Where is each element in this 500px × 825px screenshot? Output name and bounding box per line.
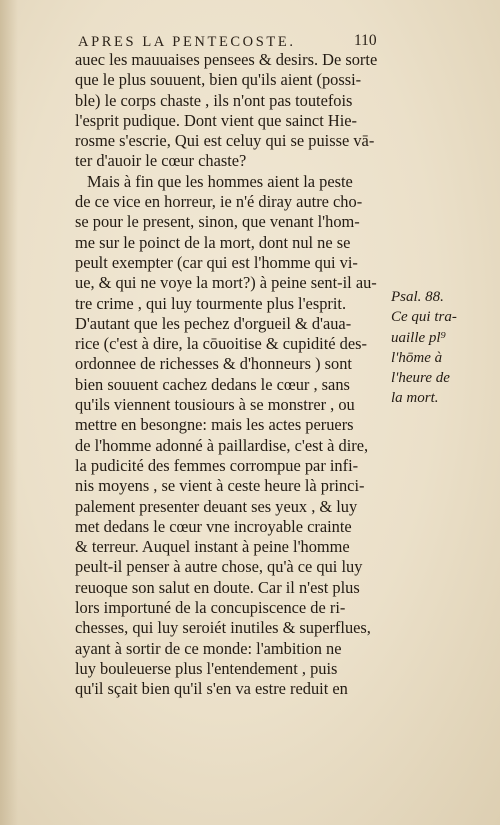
text-line: bien souuent cachez dedans le cœur , sans bbox=[75, 374, 350, 394]
text-line: mettre en besongne: mais les actes peruers bbox=[75, 415, 354, 435]
text-line: qu'ils viennent tousiours à se monstrer , ou bbox=[75, 395, 355, 415]
marginal-note-line: l'hōme à bbox=[391, 349, 443, 366]
text-line: & terreur. Auquel instant à peine l'homme bbox=[75, 537, 350, 557]
text-line: chesses, qui luy seroiét inutiles & superflues, bbox=[75, 618, 371, 638]
text-line: l'esprit pudique. Dont vient que sainct Hie- bbox=[75, 110, 357, 130]
page-number: 110 bbox=[354, 32, 377, 49]
text-line: ble) le corps chaste , ils n'ont pas toutefois bbox=[75, 90, 353, 110]
text-line: nis moyens , se vient à ceste heure là princi- bbox=[75, 476, 365, 496]
text-line: se pour le present, sinon, que venant l'hom- bbox=[75, 212, 360, 232]
text-line: la pudicité des femmes corrompue par infi- bbox=[75, 455, 359, 475]
text-line: ter d'auoir le cœur chaste? bbox=[75, 151, 247, 171]
text-line: de l'homme adonné à paillardise, c'est à dire, bbox=[75, 435, 369, 455]
text-line: de ce vice en horreur, ie n'é diray autre cho- bbox=[75, 192, 363, 212]
text-line: ue, & qui ne voye la mort?) à peine sent-il au- bbox=[75, 273, 377, 293]
main-text-block bbox=[75, 50, 387, 700]
page-gutter-shadow bbox=[0, 0, 18, 825]
text-line: me sur le poinct de la mort, dont nul ne se bbox=[75, 232, 351, 252]
text-line: qu'il sçait bien qu'il s'en va estre reduit en bbox=[75, 679, 348, 699]
paragraph-start-line: Mais à fin que les hommes aient la peste bbox=[87, 171, 353, 191]
running-head: APRES LA PENTECOSTE. bbox=[78, 34, 296, 50]
marginal-note bbox=[391, 287, 469, 409]
text-line: met dedans le cœur vne incroyable crainte bbox=[75, 516, 352, 536]
marginal-note-line: Psal. 88. bbox=[391, 289, 444, 305]
marginal-note-line: Ce qui tra- bbox=[391, 309, 457, 326]
text-line: reuoque son salut en doute. Car il n'est plus bbox=[75, 577, 360, 597]
marginal-note-line: uaille pl⁹ bbox=[391, 329, 446, 346]
text-line: rosme s'escrie, Qui est celuy qui se puisse vā- bbox=[75, 131, 375, 151]
text-line: palement presenter deuant ses yeux , & luy bbox=[75, 496, 358, 516]
text-line: que le plus souuent, bien qu'ils aient (possi- bbox=[75, 70, 362, 90]
text-line: auec les mauuaises pensees & desirs. De sorte bbox=[75, 50, 378, 69]
text-line: ayant à sortir de ce monde: l'ambition ne bbox=[75, 638, 342, 658]
text-line: D'autant que les pechez d'orgueil & d'aua- bbox=[75, 313, 352, 333]
text-line: lors importuné de la concupiscence de ri- bbox=[75, 598, 346, 618]
text-line: tre crime , qui luy tourmente plus l'esprit. bbox=[75, 293, 347, 313]
marginal-note-line: l'heure de bbox=[391, 370, 450, 387]
text-line: ordonnee de richesses & d'honneurs ) sont bbox=[75, 354, 352, 374]
text-line: rice (c'est à dire, la cōuoitise & cupidité des- bbox=[75, 334, 367, 354]
marginal-note-line: la mort. bbox=[391, 390, 439, 407]
text-line: luy bouleuerse plus l'entendement , puis bbox=[75, 658, 338, 678]
text-line: peult exempter (car qui est l'homme qui vi- bbox=[75, 252, 358, 272]
text-line: peult-il penser à autre chose, qu'à ce qui luy bbox=[75, 557, 363, 577]
